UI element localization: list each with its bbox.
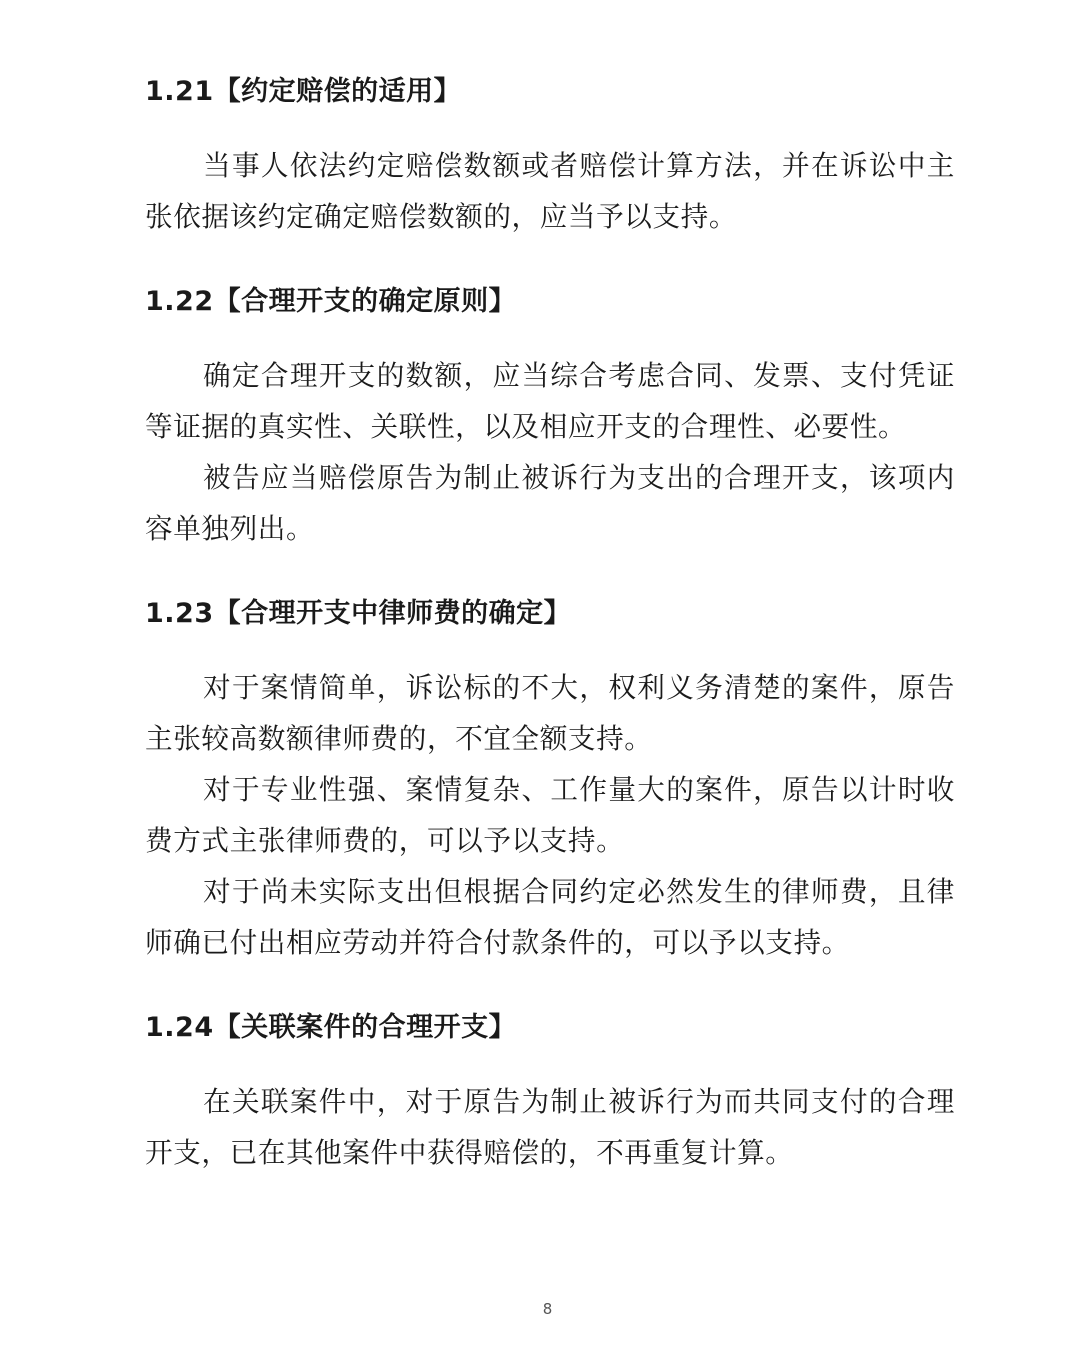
section-1-23	[145, 594, 955, 968]
paragraph: 被告应当赔偿原告为制止被诉行为支出的合理开支，该项内容单独列出。	[145, 461, 955, 545]
section-heading: 1.23【合理开支中律师费的确定】	[145, 598, 572, 629]
section-1-24	[145, 1008, 955, 1178]
page-number: 8	[542, 1300, 553, 1318]
paragraph: 对于专业性强、案情复杂、工作量大的案件，原告以计时收费方式主张律师费的，可以予以支持。	[145, 773, 955, 857]
paragraph: 当事人依法约定赔偿数额或者赔偿计算方法，并在诉讼中主张依据该约定确定赔偿数额的，应当予以支持。	[145, 149, 955, 233]
section-heading: 1.24【关联案件的合理开支】	[145, 1012, 517, 1043]
section-heading: 1.21【约定赔偿的适用】	[145, 76, 462, 107]
section-1-21	[145, 72, 955, 242]
paragraph: 确定合理开支的数额，应当综合考虑合同、发票、支付凭证等证据的真实性、关联性，以及相应开支的合理性、必要性。	[145, 359, 955, 443]
section-1-22	[145, 282, 955, 554]
section-heading: 1.22【合理开支的确定原则】	[145, 286, 517, 317]
document-page	[145, 72, 955, 1178]
paragraph: 对于尚未实际支出但根据合同约定必然发生的律师费，且律师确已付出相应劳动并符合付款条件的，可以予以支持。	[145, 875, 955, 959]
paragraph: 在关联案件中，对于原告为制止被诉行为而共同支付的合理开支，已在其他案件中获得赔偿的，不再重复计算。	[145, 1085, 955, 1169]
paragraph: 对于案情简单，诉讼标的不大，权利义务清楚的案件，原告主张较高数额律师费的，不宜全额支持。	[145, 671, 955, 755]
